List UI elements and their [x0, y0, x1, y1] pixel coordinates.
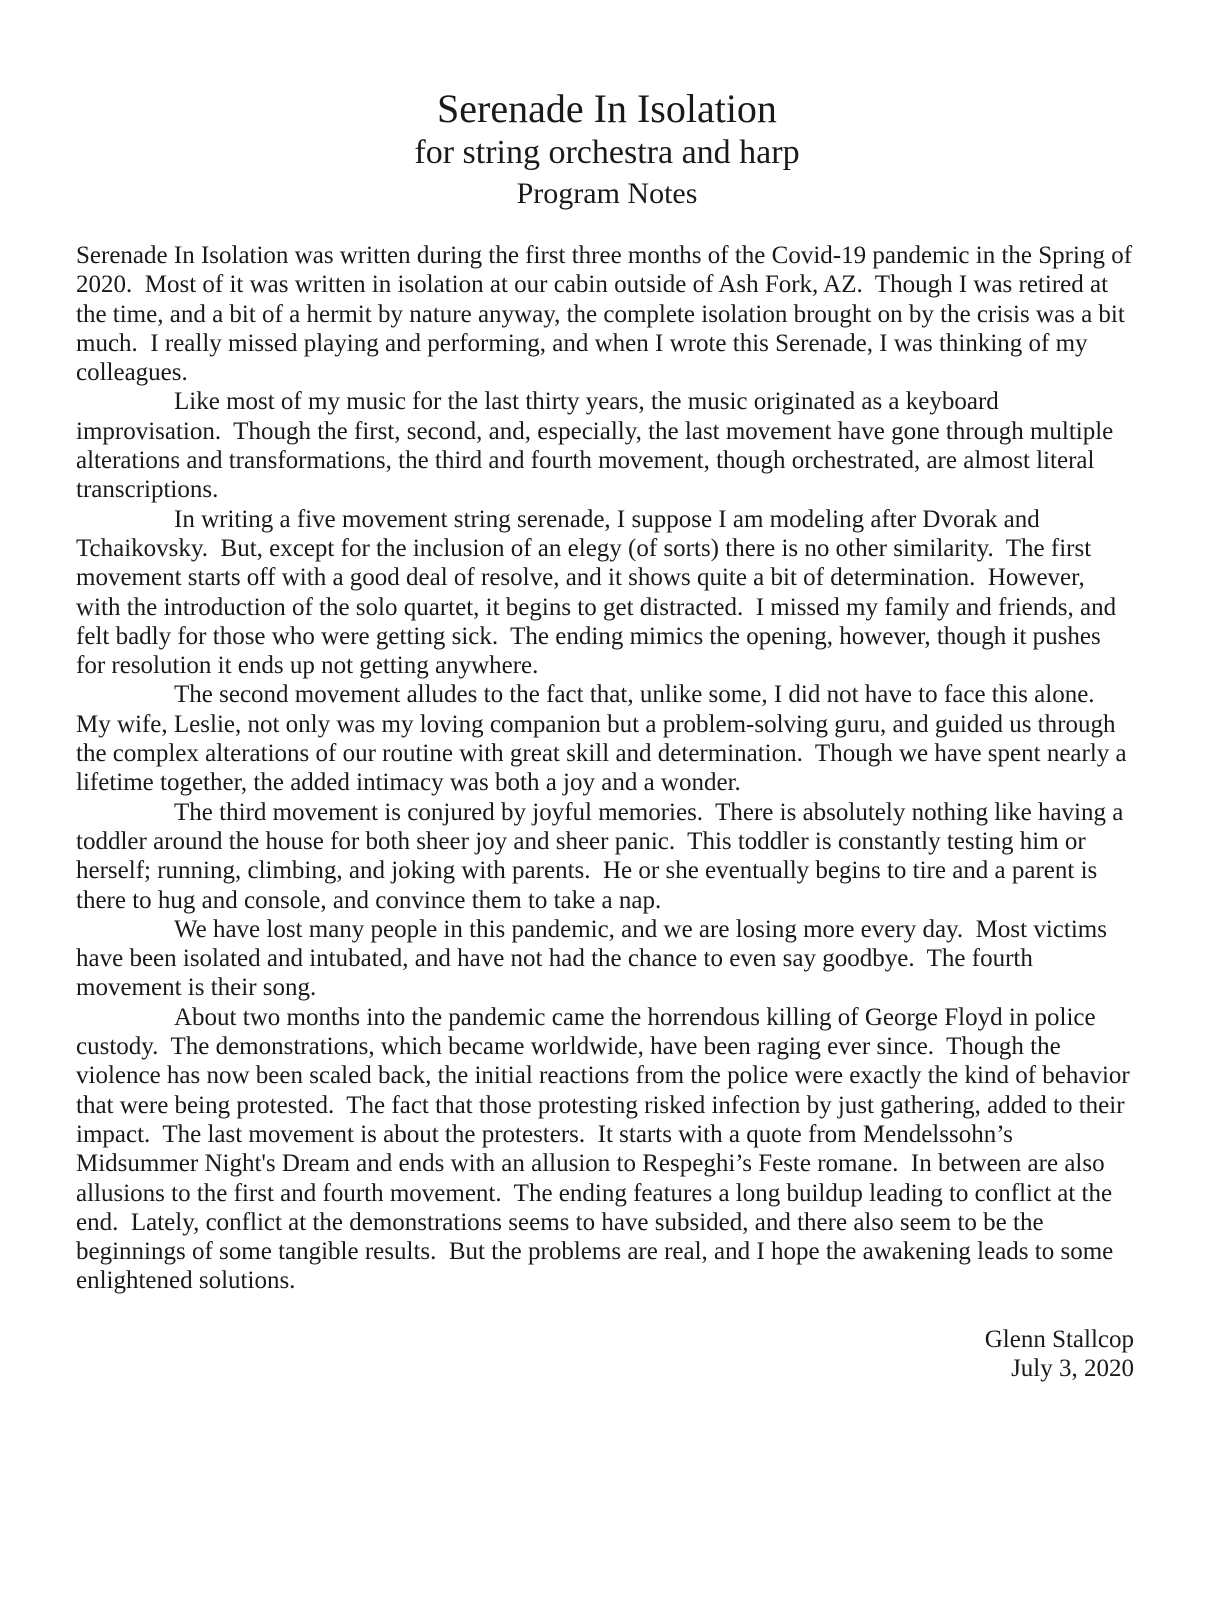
program-notes-heading: Program Notes — [516, 177, 698, 210]
paragraph: In writing a five movement string serenade, I suppose I am modeling after Dvorak and Tchaikovsky. But, except for the inclusion of an elegy (of sorts) there is no other similarity. The first movement starts off with a good deal of resolve, and it shows quite a bit of determination. However, with the introduction of the solo quartet, it begins to get distracted. I missed my family and friends, and felt badly for those who were getting sick. The ending mimics the opening, however, though it pushes for resolution it ends up not getting anywhere. — [76, 505, 1123, 680]
signature-block — [76, 1325, 1134, 1384]
author-name: Glenn Stallcop — [984, 1325, 1134, 1353]
paragraph: Serenade In Isolation was written during the first three months of the Covid-19 pandemic in the Spring of 2020. Most of it was written in isolation at our cabin outside of Ash Fork, AZ. Though I was retired at the time, and a bit of a hermit by nature anyway, the complete isolation brought on by the crisis was a bit much. I really missed playing and performing, and when I wrote this Serenade, I was thinking of my colleagues. — [76, 242, 1139, 387]
signature-date: July 3, 2020 — [1011, 1354, 1134, 1382]
document-subtitle: for string orchestra and harp — [414, 134, 800, 171]
paragraph: The third movement is conjured by joyful memories. There is absolutely nothing like having a toddler around the house for both sheer joy and sheer panic. This toddler is constantly testing him or herself; running, climbing, and joking with parents. He or she eventually begins to tire and a parent is there to hug and console, and convince them to take a nap. — [76, 798, 1130, 914]
document-title: Serenade In Isolation — [437, 86, 777, 131]
paragraph: The second movement alludes to the fact that, unlike some, I did not have to face this alone. My wife, Leslie, not only was my loving companion but a problem-solving guru, and guided us through the complex alterations of our routine with great skill and determination. Though we have spent nearly a lifetime together, the added intimacy was both a joy and a wonder. — [76, 681, 1133, 797]
paragraph: Like most of my music for the last thirty years, the music originated as a keyboard improvisation. Though the first, second, and, especially, the last movement have gone through multiple alterations and transformations, the third and fourth movement, though orchestrated, are almost literal transcriptions. — [76, 388, 1120, 504]
paragraph: About two months into the pandemic came the horrendous killing of George Floyd in police custody. The demonstrations, which became worldwide, have been raging ever since. Though the violence has now been scaled back, the initial reactions from the police were exactly the kind of behavior that were being protested. The fact that those protesting risked infection by just gathering, added to their impact. The last movement is about the protesters. It starts with a quote from Mendelssohn’s Midsummer Night's Dream and ends with an allusion to Respeghi’s Feste romane. In between are also allusions to the first and fourth movement. The ending features a long buildup leading to conflict at the end. Lately, conflict at the demonstrations seems to have subsided, and there also seem to be the beginnings of some tangible results. But the problems are real, and I hope the awakening leads to some enlightened solutions. — [76, 1003, 1137, 1295]
document-header — [0, 0, 1214, 214]
program-notes-body — [76, 241, 1139, 1296]
paragraph: We have lost many people in this pandemic, and we are losing more every day. Most victims have been isolated and intubated, and have not had the chance to even say goodbye. The fourth movement is their song. — [76, 915, 1114, 1002]
